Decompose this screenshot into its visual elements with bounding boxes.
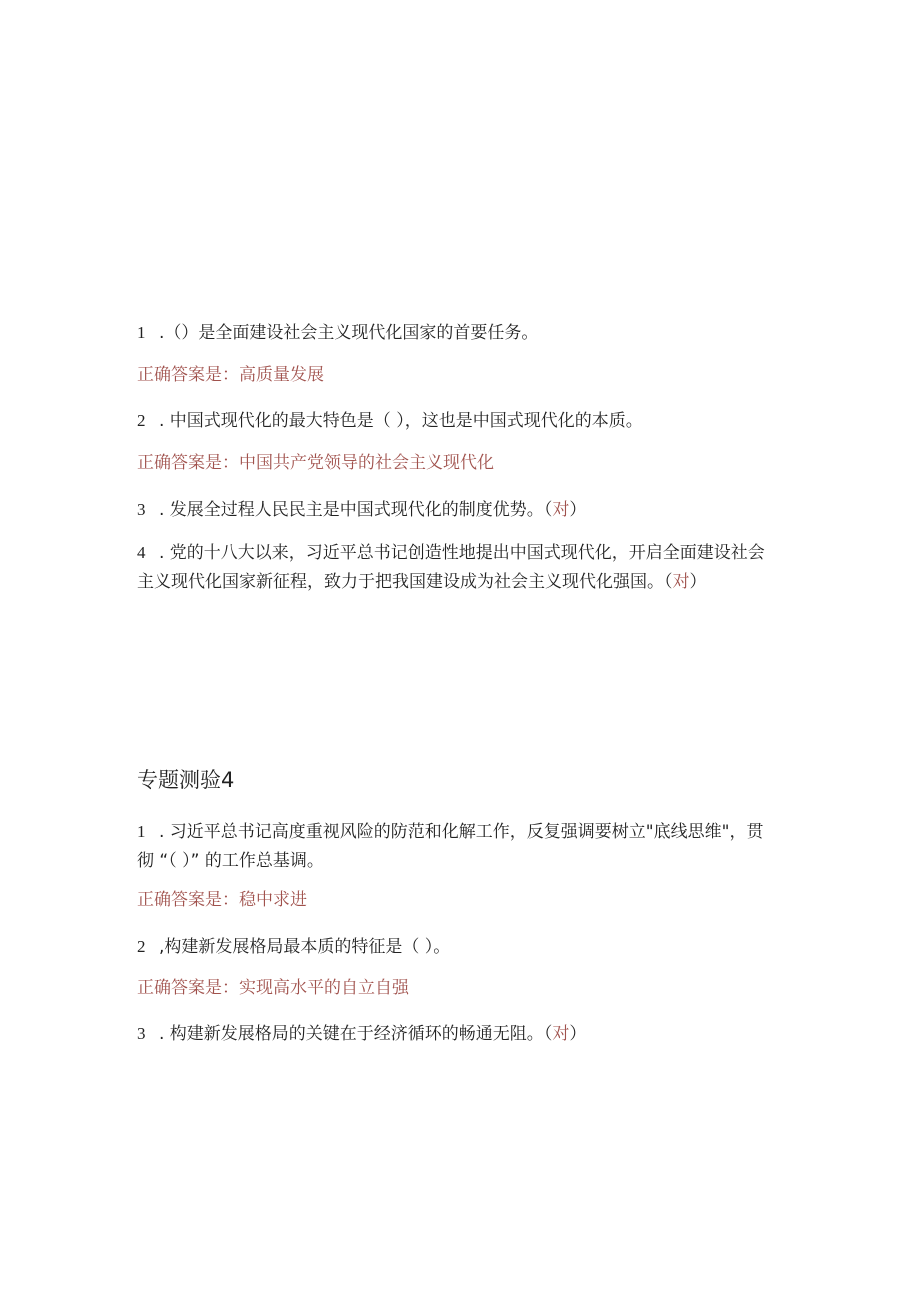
question-2-2 (137, 932, 777, 962)
question-number: 2 (137, 411, 146, 430)
answer-2-2: 正确答案是：实现高水平的自立自强 (137, 978, 409, 998)
question-text: . 发展全过程人民民主是中国式现代化的制度优势。 (159, 500, 544, 520)
question-1-2 (137, 406, 777, 436)
question-1-3 (137, 495, 777, 525)
question-text: .（）是全面建设社会主义现代化国家的首要任务。 (159, 323, 539, 343)
open-paren: （ (543, 500, 553, 520)
close-paren: ） (689, 572, 707, 592)
question-text: . 习近平总书记高度重视风险的防范和化解工作，反复强调要树立"底线思维"，贯彻 “（ ）” 的工作总基调。 (137, 822, 764, 871)
answer-1-1: 正确答案是：高质量发展 (137, 365, 324, 385)
question-2-3 (137, 1019, 777, 1049)
close-paren: ） (569, 500, 587, 520)
question-1-1 (137, 318, 777, 348)
answer-1-2: 正确答案是：中国共产党领导的社会主义现代化 (137, 453, 494, 473)
open-paren: （ (543, 1024, 553, 1044)
section-heading: 专题测验4 (137, 768, 235, 792)
close-paren: ） (569, 1024, 587, 1044)
judgement-mark: 对 (552, 1024, 570, 1044)
answer-2-1: 正确答案是：稳中求进 (137, 890, 307, 910)
question-number: 3 (137, 1024, 146, 1043)
question-2-1 (137, 817, 777, 876)
question-text: . 中国式现代化的最大特色是（ ），这也是中国式现代化的本质。 (159, 411, 643, 431)
question-number: 1 (137, 822, 146, 841)
judgement-mark: 对 (552, 500, 570, 520)
open-paren: （ (664, 572, 673, 592)
question-text: . 党的十八大以来，习近平总书记创造性地提出中国式现代化，开启全面建设社会主义现代化国家新征程，致力于把我国建设成为社会主义现代化强国。 (137, 543, 765, 592)
question-number: 2 (137, 937, 146, 956)
judgement-mark: 对 (672, 572, 690, 592)
question-text: ,构建新发展格局最本质的特征是（ ）。 (159, 937, 451, 957)
question-1-4 (137, 538, 777, 597)
question-number: 3 (137, 500, 146, 519)
question-number: 1 (137, 323, 146, 342)
question-number: 4 (137, 543, 146, 562)
question-text: . 构建新发展格局的关键在于经济循环的畅通无阻。 (159, 1024, 544, 1044)
